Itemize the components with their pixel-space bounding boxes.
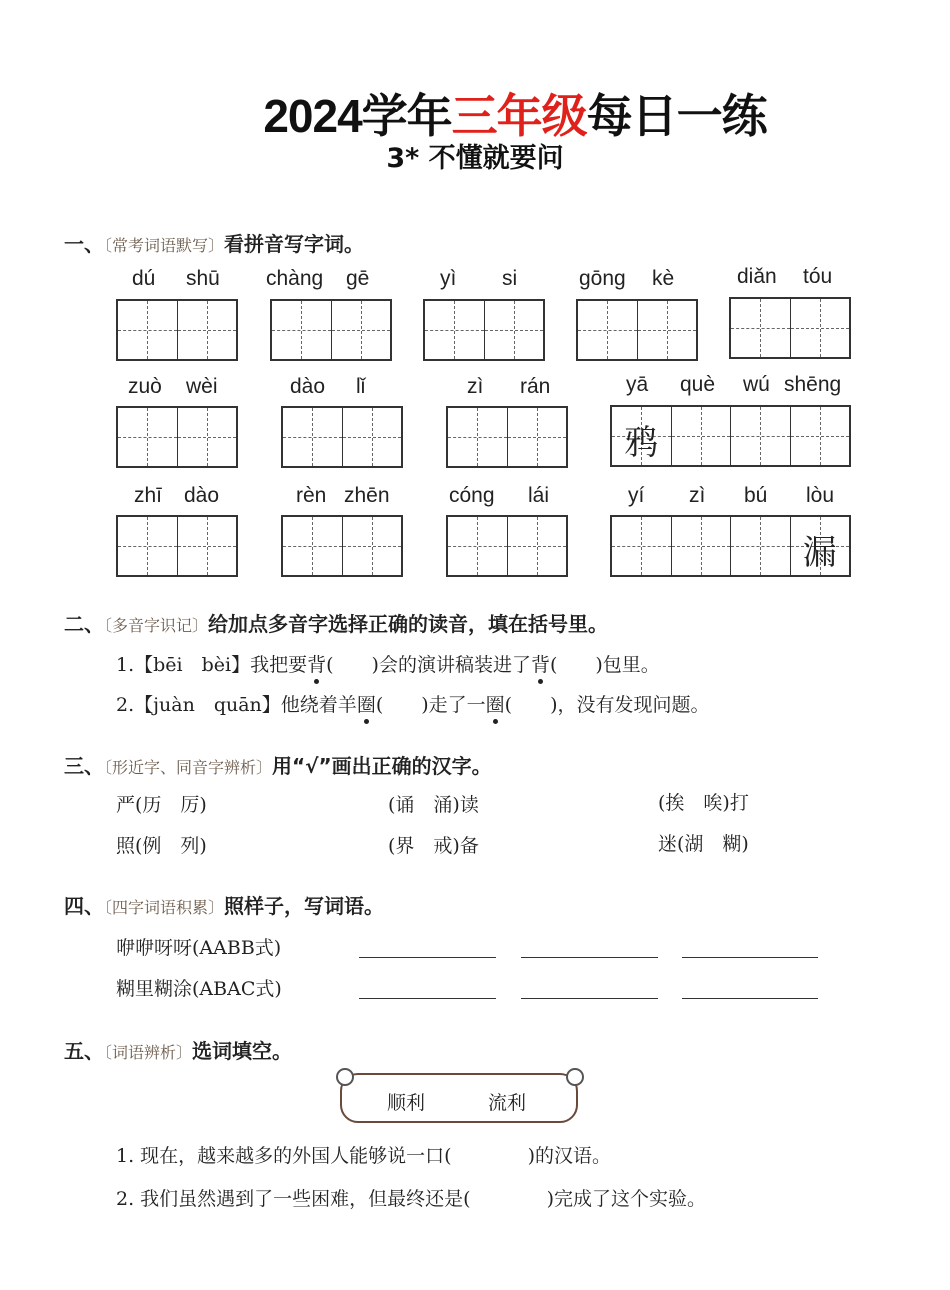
writing-grid[interactable] xyxy=(729,297,851,359)
writing-grid[interactable] xyxy=(270,299,392,361)
question-1[interactable]: 1. 现在，越来越多的外国人能够说一口( )的汉语。 xyxy=(116,1145,611,1167)
pinyin: yā xyxy=(626,373,649,396)
pinyin: tóu xyxy=(803,265,833,288)
answer-line[interactable] xyxy=(521,957,658,958)
pinyin: dú xyxy=(132,267,156,290)
writing-grid[interactable] xyxy=(281,515,403,577)
pinyin: zì xyxy=(689,484,706,507)
cartoon-icon xyxy=(336,1068,354,1086)
pinyin: lǐ xyxy=(356,375,366,398)
dotted-character: 背 xyxy=(307,654,327,676)
answer-line[interactable] xyxy=(682,998,818,999)
pinyin: gē xyxy=(346,267,370,290)
section-instruction: 照样子，写词语。 xyxy=(224,894,385,918)
text: 我把要 xyxy=(250,654,308,676)
pinyin: rèn xyxy=(296,484,327,507)
writing-grid[interactable] xyxy=(576,299,698,361)
word-option: 流利 xyxy=(488,1092,527,1114)
choice-item[interactable]: (挨 唉)打 xyxy=(658,792,749,814)
writing-grid[interactable] xyxy=(446,515,568,577)
section-tag: 〔形近字、同音字辨析〕 xyxy=(104,758,273,777)
text: 他绕着羊 xyxy=(280,694,357,716)
question-label: 1.【bēi bèi】 xyxy=(116,654,251,676)
answer-line[interactable] xyxy=(359,957,496,958)
given-character: 鸦 xyxy=(624,423,659,463)
writing-grid[interactable] xyxy=(610,515,851,577)
section-number: 一、 xyxy=(64,232,104,256)
section-number: 三、 xyxy=(64,754,104,778)
dotted-character: 背 xyxy=(530,654,550,676)
pinyin: yí xyxy=(628,484,645,507)
question-1[interactable] xyxy=(116,650,660,677)
pinyin: dào xyxy=(184,484,220,507)
pinyin: zhēn xyxy=(344,484,390,507)
pinyin: cóng xyxy=(449,484,495,507)
section-tag: 〔四字词语积累〕 xyxy=(104,898,225,917)
writing-grid[interactable] xyxy=(116,406,238,468)
lesson-title: 3* 不懂就要问 xyxy=(386,143,564,174)
dotted-character: 圈 xyxy=(485,694,505,716)
title-suffix: 每日一练 xyxy=(586,90,767,142)
section-4-heading xyxy=(64,890,384,919)
text: ( )走了一 xyxy=(375,694,486,716)
pinyin: shēng xyxy=(784,373,842,396)
pinyin: gōng xyxy=(579,267,626,290)
text: ( )，没有发现问题。 xyxy=(504,694,710,716)
cartoon-icon xyxy=(566,1068,584,1086)
pinyin: rán xyxy=(520,375,551,398)
choice-item[interactable]: 严(历 厉) xyxy=(116,794,207,816)
question-2[interactable] xyxy=(116,690,710,717)
word-bank xyxy=(340,1073,578,1123)
writing-grid[interactable] xyxy=(116,515,238,577)
section-instruction: 选词填空。 xyxy=(192,1039,293,1063)
pinyin: què xyxy=(680,373,716,396)
section-instruction: 看拼音写字词。 xyxy=(224,232,365,256)
given-character: 漏 xyxy=(802,533,837,573)
question-2[interactable]: 2. 我们虽然遇到了一些困难，但最终还是( )完成了这个实验。 xyxy=(116,1188,706,1210)
section-number: 四、 xyxy=(64,894,104,918)
pinyin: zuò xyxy=(128,375,162,398)
pinyin: lòu xyxy=(806,484,835,507)
example-word: 糊里糊涂(ABAC式) xyxy=(116,978,282,1000)
text: ( )会的演讲稿装进了 xyxy=(326,654,531,676)
section-1-heading xyxy=(64,228,364,257)
pinyin: wú xyxy=(743,373,770,396)
section-instruction: 给加点多音字选择正确的读音，填在括号里。 xyxy=(208,612,609,636)
writing-grid[interactable] xyxy=(116,299,238,361)
pinyin: kè xyxy=(652,267,675,290)
example-word: 咿咿呀呀(AABB式) xyxy=(116,937,282,959)
pinyin: wèi xyxy=(186,375,218,398)
dotted-character: 圈 xyxy=(356,694,376,716)
writing-grid[interactable] xyxy=(446,406,568,468)
title-grade: 三年级 xyxy=(451,90,587,142)
pinyin: diǎn xyxy=(737,265,777,288)
choice-item[interactable]: (界 戒)备 xyxy=(388,835,479,857)
word-option: 顺利 xyxy=(387,1092,426,1114)
answer-line[interactable] xyxy=(682,957,818,958)
section-tag: 〔常考词语默写〕 xyxy=(104,236,225,255)
question-label: 2.【juàn quān】 xyxy=(116,694,281,716)
pinyin: yì xyxy=(440,267,457,290)
title-year: 2024学年 xyxy=(263,90,452,142)
pinyin: bú xyxy=(744,484,768,507)
choice-item[interactable]: (诵 涌)读 xyxy=(388,794,479,816)
section-tag: 〔词语辨析〕 xyxy=(104,1043,193,1062)
section-3-heading xyxy=(64,750,492,779)
section-number: 五、 xyxy=(64,1039,104,1063)
section-instruction: 用“√”画出正确的汉字。 xyxy=(272,754,492,778)
section-tag: 〔多音字识记〕 xyxy=(104,616,209,635)
writing-grid[interactable] xyxy=(610,405,851,467)
answer-line[interactable] xyxy=(521,998,658,999)
section-2-heading xyxy=(64,608,608,637)
pinyin: zhī xyxy=(134,484,163,507)
pinyin: lái xyxy=(528,484,550,507)
pinyin: si xyxy=(502,267,518,290)
pinyin: chàng xyxy=(266,267,324,290)
pinyin: zì xyxy=(467,375,484,398)
pinyin: dào xyxy=(290,375,326,398)
text: ( )包里。 xyxy=(549,654,660,676)
choice-item[interactable]: 迷(湖 糊) xyxy=(658,833,749,855)
pinyin: shū xyxy=(186,267,220,290)
choice-item[interactable]: 照(例 列) xyxy=(116,835,207,857)
section-number: 二、 xyxy=(64,612,104,636)
section-5-heading xyxy=(64,1035,292,1064)
answer-line[interactable] xyxy=(359,998,496,999)
writing-grid[interactable] xyxy=(281,406,403,468)
writing-grid[interactable] xyxy=(423,299,545,361)
